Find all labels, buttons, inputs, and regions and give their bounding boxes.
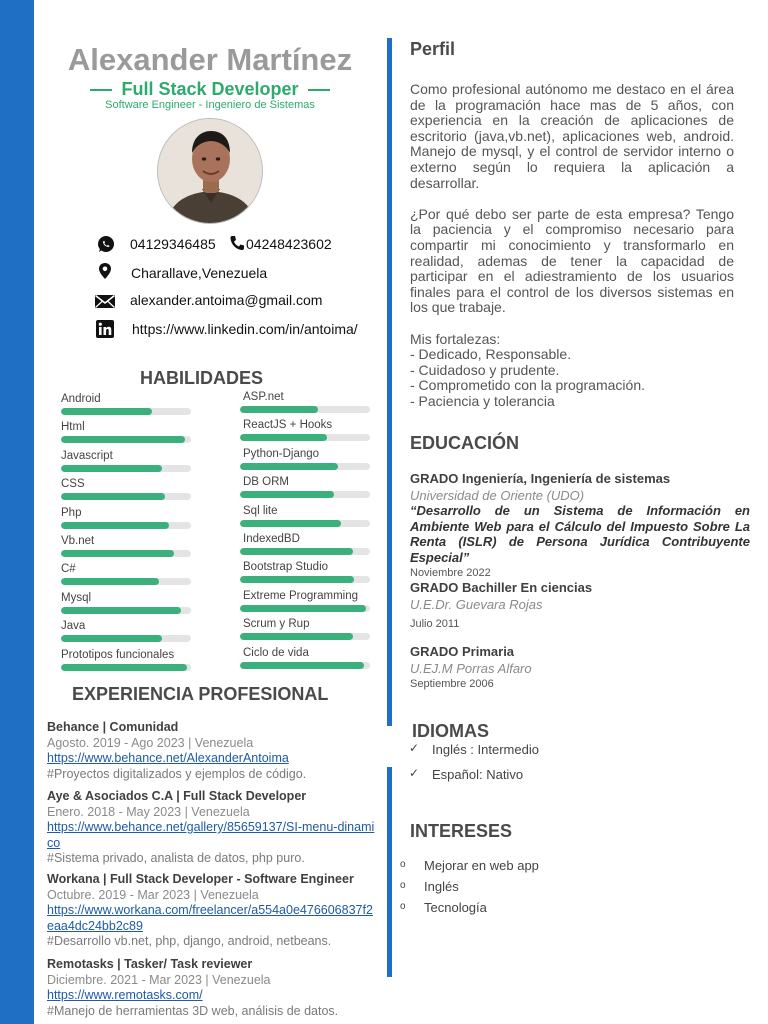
check-icon: ✓ <box>409 741 420 755</box>
check-icon: ✓ <box>409 766 420 780</box>
strength-item: - Dedicado, Responsable. <box>410 346 572 363</box>
skill-label: Extreme Programming <box>243 589 359 602</box>
role-dash-right <box>308 89 330 91</box>
skill-bar-track <box>240 491 370 498</box>
skill-bar-track <box>61 436 191 443</box>
skill-label: Scrum y Rup <box>243 618 310 631</box>
skill-bar-track <box>61 408 191 415</box>
phone-number-2: 04248423602 <box>246 236 332 252</box>
profile-paragraph: ¿Por qué debo ser parte de esta empresa? Tengo la paciencia y el compromiso necesario para compartir mi conocimiento y transformarlo en realidad, ademas de tener la capacidad de participar en el adiestramiento de los usuarios finales para el control de los diversos sistemas en los que trabaje. <box>410 205 734 316</box>
experience-link[interactable]: https://www.behance.net/AlexanderAntoima <box>47 751 289 765</box>
education-degree: GRADO Bachiller En ciencias <box>410 580 593 595</box>
education-school: U.EJ.M Porras Alfaro <box>410 661 532 676</box>
profile-paragraph: Como profesional autónomo me destaco en el área de la programación hace mas de 5 años, con experiencia en la creación de aplicaciones de escritorio (java,vb.net), aplicaciones web, android. Manejo de mysql, y el control de servidor interno o externo según lo requiera la aplicación a desarrollar. <box>410 81 734 191</box>
experience-note: #Sistema privado, analista de datos, php puro. <box>47 851 305 865</box>
skill-bar-track <box>61 550 191 557</box>
strength-item: - Paciencia y tolerancia <box>410 392 555 409</box>
education-item <box>410 644 750 690</box>
skill-bar-fill <box>240 548 353 555</box>
skill-bar-track <box>240 633 370 640</box>
experience-title: Aye & Asociados C.A | Full Stack Developer <box>47 789 307 803</box>
skills-heading: HABILIDADES <box>140 368 264 388</box>
experience-item <box>47 872 377 950</box>
strength-item: - Cuidadoso y prudente. <box>410 361 560 378</box>
phone-number-1: 04129346485 <box>130 236 216 252</box>
skill-bar-track <box>240 406 370 413</box>
skill-bar-track <box>61 578 191 585</box>
email-link[interactable]: alexander.antoima@gmail.com <box>130 292 323 308</box>
skill-bar-fill <box>61 522 169 529</box>
skill-label: Html <box>61 421 85 434</box>
skill-bar-track <box>61 607 191 614</box>
experience-item <box>47 789 377 867</box>
skill-bar-fill <box>61 607 181 614</box>
experience-link[interactable]: https://www.workana.com/freelancer/a554a0e476606837f2eaa4dc24bb2c89 <box>47 903 373 933</box>
location-pin-icon <box>97 262 113 280</box>
education-school: U.E.Dr. Guevara Rojas <box>410 597 543 612</box>
interest-item: Inglés <box>424 879 459 894</box>
skill-bar-track <box>240 520 370 527</box>
candidate-name: Alexander Martínez <box>67 42 353 77</box>
skill-label: Php <box>61 506 82 519</box>
profile-heading: Perfil <box>410 39 456 59</box>
experience-dates: Enero. 2018 - May 2023 | Venezuela <box>47 804 250 819</box>
experience-title: Remotasks | Tasker/ Task reviewer <box>47 957 253 971</box>
skill-label: Vb.net <box>61 535 95 547</box>
column-divider <box>387 38 392 726</box>
skill-label: CSS <box>61 478 85 491</box>
skill-label: Ciclo de vida <box>243 646 309 659</box>
experience-dates: Diciembre. 2021 - Mar 2023 | Venezuela <box>47 972 271 987</box>
skill-bar-track <box>61 664 191 671</box>
email-icon <box>94 292 116 310</box>
skill-label: Python-Django <box>243 447 320 460</box>
education-date: Noviembre 2022 <box>410 567 491 579</box>
skill-label: DB ORM <box>243 476 289 489</box>
skill-bar-fill <box>61 436 185 443</box>
skill-bar-track <box>240 605 370 612</box>
education-date: Septiembre 2006 <box>410 678 494 690</box>
education-item <box>410 471 750 579</box>
language-item: Inglés : Intermedio <box>432 742 539 757</box>
location-text: Charallave,Venezuela <box>131 265 268 281</box>
education-heading: EDUCACIÓN <box>410 433 520 453</box>
skill-bar-track <box>61 635 191 642</box>
education-degree: GRADO Primaria <box>410 644 515 659</box>
profile-photo <box>157 118 263 224</box>
skill-bar-fill <box>240 576 354 583</box>
skill-bar-fill <box>240 463 338 470</box>
circle-bullet-icon: o <box>400 901 406 912</box>
skill-label: ReactJS + Hooks <box>243 419 333 432</box>
skill-label: Sql lite <box>243 504 278 517</box>
skill-bar-track <box>61 465 191 472</box>
experience-dates: Octubre. 2019 - Mar 2023 | Venezuela <box>47 887 259 902</box>
skill-bar-fill <box>61 635 162 642</box>
circle-bullet-icon: o <box>400 859 406 870</box>
skill-bar-fill <box>61 465 162 472</box>
skill-bar-fill <box>61 550 174 557</box>
language-item: Español: Nativo <box>432 767 524 782</box>
interest-item: Tecnología <box>424 900 487 915</box>
skill-bar-track <box>240 463 370 470</box>
skill-bar-track <box>61 493 191 500</box>
skill-label: Bootstrap Studio <box>243 561 329 574</box>
education-item <box>410 580 750 630</box>
skill-bar-fill <box>240 520 341 527</box>
skill-bar-fill <box>240 662 364 669</box>
experience-link[interactable]: https://www.remotasks.com/ <box>47 988 203 1002</box>
experience-note: #Proyectos digitalizados y ejemplos de código. <box>47 766 307 781</box>
job-role-text: Full Stack Developer <box>121 79 299 99</box>
education-thesis: “Desarrollo de un Sistema de Información en Ambiente Web para el Cálculo del Impuesto Sobre La Renta (ISLR) de Persona Jurídica Contribuyente Especial” <box>410 503 750 565</box>
interest-item: Mejorar en web app <box>424 858 539 873</box>
strengths-title: Mis fortalezas: <box>410 330 501 347</box>
experience-item <box>47 957 377 1019</box>
skill-bar-fill <box>240 605 366 612</box>
job-subrole: Software Engineer - Ingeniero de Sistemas <box>105 99 315 111</box>
skill-bar-fill <box>240 406 318 413</box>
education-degree: GRADO Ingeniería, Ingeniería de sistemas <box>410 471 671 486</box>
phone-icon <box>228 234 246 252</box>
experience-dates: Agosto. 2019 - Ago 2023 | Venezuela <box>47 735 254 750</box>
strength-item: - Comprometido con la programación. <box>410 377 645 394</box>
skill-bar-track <box>240 548 370 555</box>
left-accent-bar <box>0 0 34 1024</box>
skill-label: Javascript <box>61 449 113 462</box>
skill-label: Android <box>61 393 101 405</box>
education-date: Julio 2011 <box>410 618 460 630</box>
experience-title: Behance | Comunidad <box>47 720 179 734</box>
skill-bar-track <box>240 662 370 669</box>
experience-link[interactable]: https://www.behance.net/gallery/85659137/SI-menu-dinamico <box>47 820 375 850</box>
skill-label: C# <box>61 563 76 576</box>
linkedin-icon <box>96 320 114 338</box>
linkedin-link[interactable]: https://www.linkedin.com/in/antoima/ <box>132 321 358 337</box>
experience-heading: EXPERIENCIA PROFESIONAL <box>72 684 329 704</box>
interests-heading: INTERESES <box>410 821 513 841</box>
skill-bar-fill <box>61 493 165 500</box>
skill-label: Mysql <box>61 591 92 604</box>
role-dash-left <box>90 89 112 91</box>
experience-title: Workana | Full Stack Developer - Software Engineer <box>47 872 354 886</box>
job-role <box>40 79 380 100</box>
skill-bar-fill <box>61 664 187 671</box>
skill-bar-fill <box>61 578 159 585</box>
skill-label: Java <box>61 620 86 633</box>
skill-bar-fill <box>240 434 327 441</box>
column-divider-lower <box>387 767 392 977</box>
languages-heading: IDIOMAS <box>412 721 490 741</box>
circle-bullet-icon: o <box>400 880 406 891</box>
experience-note: #Desarrollo vb.net, php, django, android, netbeans. <box>47 934 332 948</box>
education-school: Universidad de Oriente (UDO) <box>410 488 585 503</box>
skill-label: Prototipos funcionales <box>61 648 175 661</box>
profile-text <box>410 82 734 409</box>
experience-note: #Manejo de herramientas 3D web, análisis de datos. <box>47 1003 339 1018</box>
skill-label: ASP.net <box>243 391 284 403</box>
skill-bar-track <box>61 522 191 529</box>
skill-label: IndexedBD <box>243 533 300 545</box>
skill-bar-track <box>240 576 370 583</box>
skill-bar-fill <box>61 408 152 415</box>
skill-bar-fill <box>240 633 353 640</box>
skill-bar-track <box>240 434 370 441</box>
whatsapp-icon <box>95 235 117 253</box>
skill-bar-fill <box>240 491 334 498</box>
experience-item <box>47 720 377 782</box>
